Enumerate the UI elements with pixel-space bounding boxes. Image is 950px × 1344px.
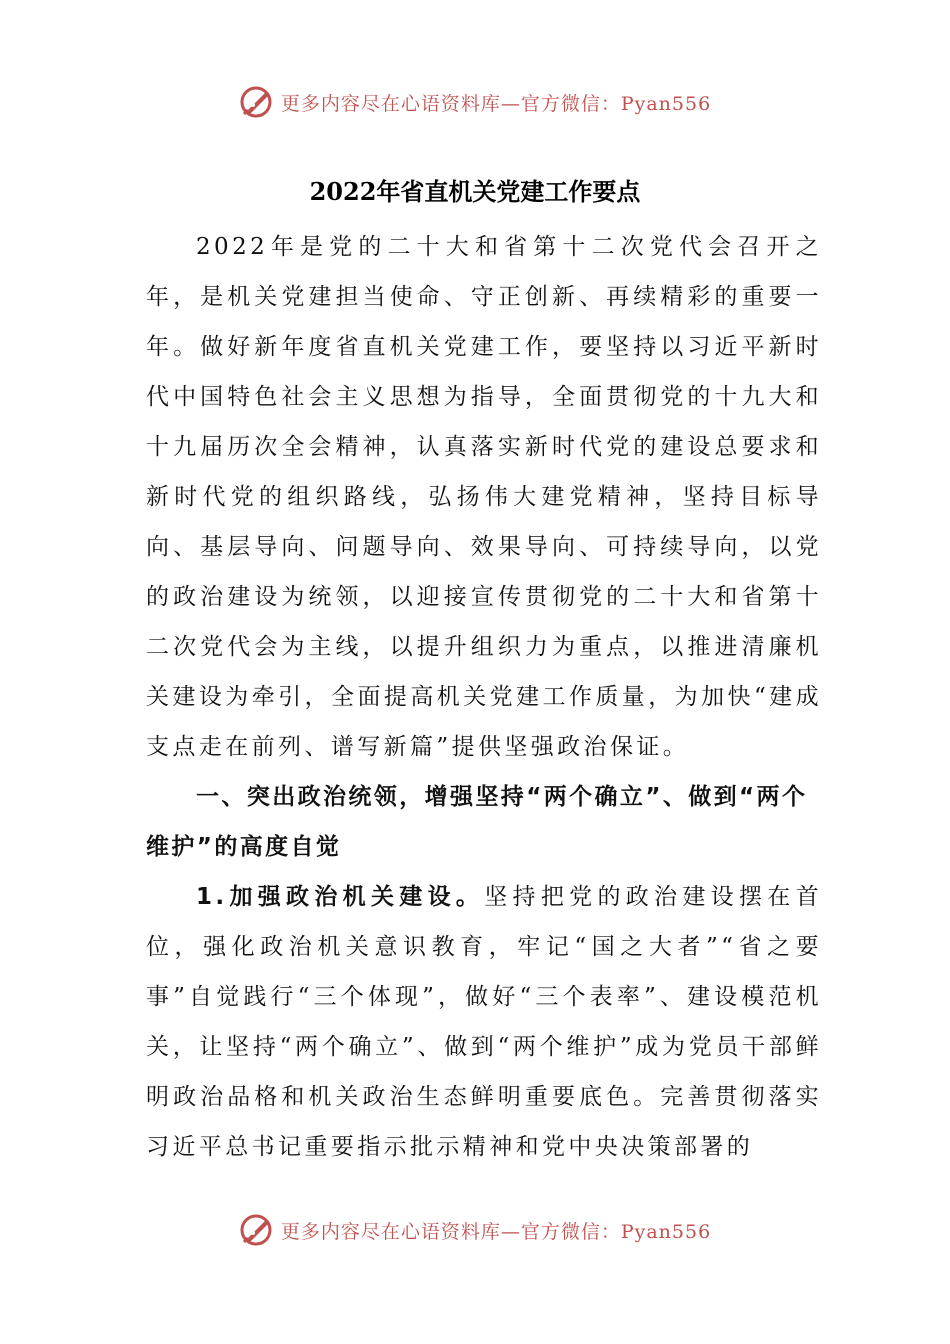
intro-paragraph: 2022年是党的二十大和省第十二次党代会召开之年，是机关党建担当使命、守正创新、再续精彩的重要一年。做好新年度省直机关党建工作，要坚持以习近平新时代中国特色社会主义思想为指导，全面贯彻党的十九大和十九届历次全会精神，认真落实新时代党的建设总要求和新时代党的组织路线，弘扬伟大建党精神，坚持目标导向、基层导向、问题导向、效果导向、可持续导向，以党的政治建设为统领，以迎接宣传贯彻党的二十大和省第十二次党代会为主线，以提升组织力为重点，以推进清廉机关建设为牵引，全面提高机关党建工作质量，为加快“建成支点走在前列、谱写新篇”提供坚强政治保证。 — [146, 234, 822, 760]
watermark-banner-bottom — [0, 1210, 950, 1250]
quill-pen-logo-icon — [239, 85, 273, 119]
item-lead: 1.加强政治机关建设。 — [196, 884, 485, 910]
watermark-banner-top — [0, 82, 950, 122]
section-heading: 一、突出政治统领，增强坚持“两个确立”、做到“两个维护”的高度自觉 — [146, 784, 808, 860]
watermark-text: 更多内容尽在心语资料库—官方微信：Pyan556 — [280, 92, 712, 115]
document-body — [146, 222, 822, 1172]
item-paragraph — [146, 872, 822, 1172]
quill-pen-logo-icon — [239, 1213, 273, 1247]
watermark-text: 更多内容尽在心语资料库—官方微信：Pyan556 — [280, 1220, 712, 1243]
item-text: 坚持把党的政治建设摆在首位，强化政治机关意识教育，牢记“国之大者”“省之要事”自觉践行“三个体现”，做好“三个表率”、建设模范机关，让坚持“两个确立”、做到“两个维护”成为党员干部鲜明政治品格和机关政治生态鲜明重要底色。完善贯彻落实习近平总书记重要指示批示精神和党中央决策部署的 — [146, 884, 822, 1160]
document-title: 2022年省直机关党建工作要点 — [309, 177, 641, 206]
